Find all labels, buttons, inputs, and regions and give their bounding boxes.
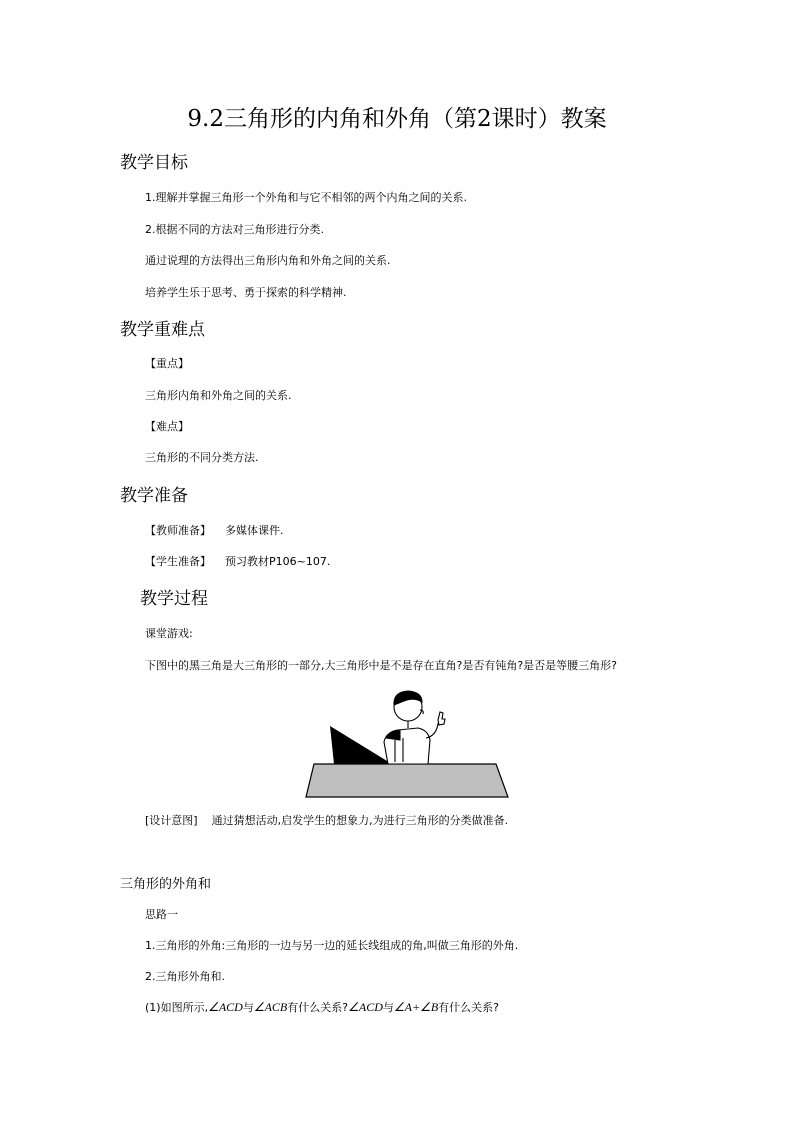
design-intent-label: [设计意图] bbox=[145, 814, 198, 827]
black-triangle bbox=[330, 726, 392, 764]
angle-acd: ∠ACD bbox=[208, 1000, 243, 1014]
angle-a-plus-b: ∠A+∠B bbox=[393, 1000, 439, 1014]
exterior-item-1: 1.三角形的外角:三角形的一边与另一边的延长线组成的角,叫做三角形的外角. bbox=[145, 939, 519, 952]
question-prefix: (1)如图所示, bbox=[145, 1001, 209, 1014]
exterior-question-1 bbox=[145, 999, 499, 1015]
page-title: 9.2三角形的内角和外角（第2课时）教案 bbox=[187, 106, 607, 132]
focus-text: 三角形内角和外角之间的关系. bbox=[145, 389, 292, 402]
game-label: 课堂游戏: bbox=[145, 627, 193, 640]
exterior-item-2: 2.三角形外角和. bbox=[145, 970, 225, 983]
question-mid: 有什么关系? bbox=[287, 1001, 349, 1014]
game-question: 下图中的黑三角是大三角形的一部分,大三角形中是不是存在直角?是否有钝角?是否是等腰三角形? bbox=[145, 659, 618, 672]
section-heading-key-points: 教学重难点 bbox=[120, 320, 205, 340]
student-prep-line bbox=[145, 553, 330, 569]
objective-item-3: 通过说理的方法得出三角形内角和外角之间的关系. bbox=[145, 254, 391, 267]
section-heading-process: 教学过程 bbox=[140, 589, 208, 609]
triangle-game-illustration bbox=[300, 680, 520, 802]
difficulty-text: 三角形的不同分类方法. bbox=[145, 451, 259, 464]
design-intent-line bbox=[145, 812, 508, 828]
boy-figure bbox=[384, 691, 445, 764]
question-end: 有什么关系? bbox=[438, 1001, 499, 1014]
teacher-prep-line bbox=[145, 522, 284, 538]
teacher-prep-text: 多媒体课件. bbox=[225, 524, 284, 537]
question-and-1: 与 bbox=[242, 1001, 254, 1014]
section-heading-preparation: 教学准备 bbox=[120, 486, 188, 506]
angle-acb: ∠ACB bbox=[253, 1000, 288, 1014]
objective-item-2: 2.根据不同的方法对三角形进行分类. bbox=[145, 223, 324, 236]
objective-item-1: 1.理解并掌握三角形一个外角和与它不相邻的两个内角之间的关系. bbox=[145, 191, 467, 204]
focus-label: 【重点】 bbox=[145, 357, 189, 370]
design-intent-text: 通过猜想活动,启发学生的想象力,为进行三角形的分类做准备. bbox=[211, 814, 509, 827]
table-parallelogram bbox=[306, 764, 508, 797]
student-prep-text: 预习教材P106~107. bbox=[225, 555, 331, 568]
idea-label: 思路一 bbox=[145, 908, 178, 921]
section-heading-exterior-angle-sum: 三角形的外角和 bbox=[120, 877, 212, 892]
teacher-prep-label: 【教师准备】 bbox=[145, 524, 211, 537]
difficulty-label: 【难点】 bbox=[145, 420, 189, 433]
section-heading-objectives: 教学目标 bbox=[120, 153, 188, 173]
angle-acd-2: ∠ACD bbox=[348, 1000, 383, 1014]
objective-item-4: 培养学生乐于思考、勇于探索的科学精神. bbox=[145, 286, 347, 299]
question-and-2: 与 bbox=[382, 1001, 394, 1014]
student-prep-label: 【学生准备】 bbox=[145, 555, 211, 568]
